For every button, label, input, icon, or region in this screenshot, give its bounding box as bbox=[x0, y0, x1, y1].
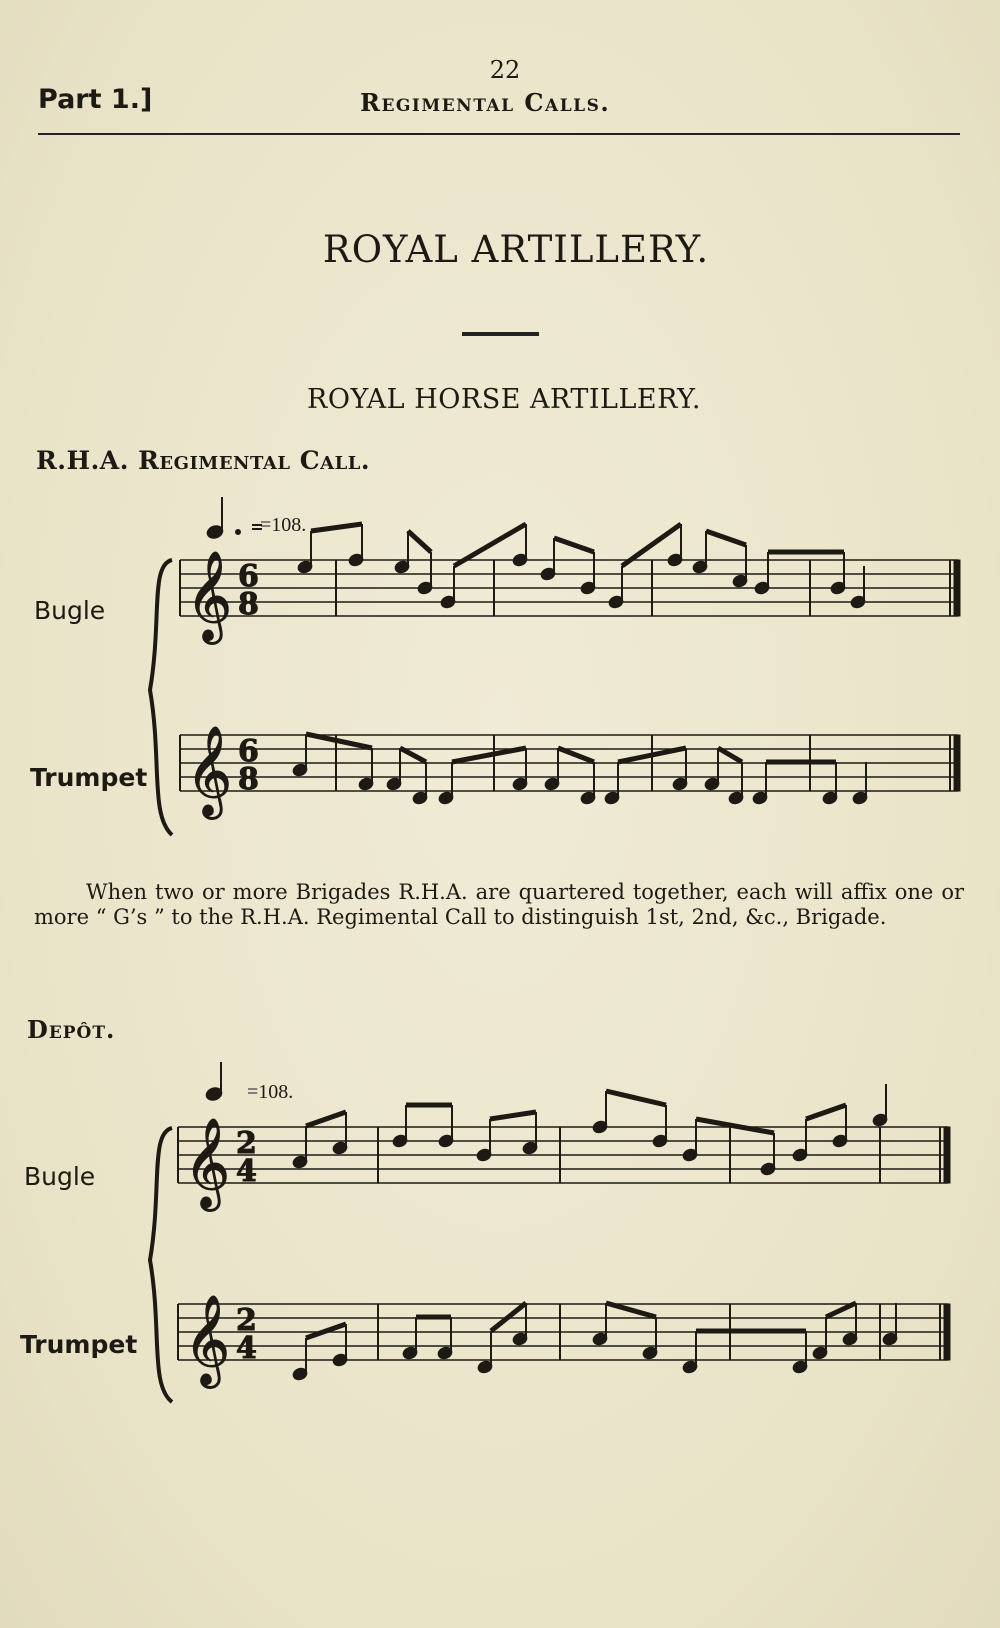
rha-brace bbox=[150, 560, 172, 835]
rha-tempo-value: =108. bbox=[260, 514, 307, 536]
treble-clef-icon: 𝄞 bbox=[186, 551, 233, 641]
tempo-note-icon bbox=[205, 497, 262, 540]
rha-trumpet-label: Trumpet bbox=[30, 763, 148, 792]
time-signature: 6 bbox=[238, 559, 259, 594]
time-signature: 8 bbox=[238, 762, 259, 797]
beam bbox=[400, 748, 426, 762]
depot-bugle-staff bbox=[178, 1084, 950, 1212]
beam bbox=[706, 531, 746, 545]
depot-heading: Depôt. bbox=[27, 1015, 116, 1044]
treble-clef-icon: 𝄞 bbox=[184, 1295, 231, 1385]
depot-trumpet-label: Trumpet bbox=[20, 1330, 138, 1359]
depot-brace bbox=[150, 1128, 172, 1402]
depot-tempo-value: =108. bbox=[247, 1081, 294, 1103]
depot-bugle-label: Bugle bbox=[24, 1162, 96, 1191]
beam bbox=[606, 1091, 666, 1105]
treble-clef-icon: 𝄞 bbox=[186, 726, 233, 816]
section-subtitle: ROYAL HORSE ARTILLERY. bbox=[306, 384, 702, 415]
beam bbox=[806, 1105, 846, 1119]
beam bbox=[606, 1303, 656, 1317]
rha-bugle-staff bbox=[180, 524, 960, 645]
beam bbox=[696, 1119, 774, 1133]
page-title: ROYAL ARTILLERY. bbox=[322, 228, 710, 271]
running-head: Regimental Calls. bbox=[360, 88, 611, 117]
depot-trumpet-staff bbox=[178, 1295, 950, 1389]
beam bbox=[490, 1112, 536, 1119]
page-number: 22 bbox=[489, 56, 521, 84]
beam bbox=[554, 538, 594, 552]
rha-bugle-label: Bugle bbox=[34, 596, 106, 625]
beam bbox=[408, 531, 431, 552]
beam bbox=[491, 1303, 526, 1331]
beam bbox=[311, 524, 362, 531]
time-signature: 4 bbox=[236, 1154, 257, 1189]
brigade-note: When two or more Brigades R.H.A. are quartered together, each will affix one or more “ G’s ” to the R.H.A. Regimental Call to distinguish 1st, 2nd, &c., Brigade. bbox=[34, 880, 964, 929]
beam bbox=[826, 1303, 856, 1317]
treble-clef-icon: 𝄞 bbox=[184, 1118, 231, 1208]
time-signature: 4 bbox=[236, 1331, 257, 1366]
beam bbox=[718, 748, 742, 762]
time-signature: 8 bbox=[238, 587, 259, 622]
beam bbox=[558, 748, 594, 762]
time-signature: 2 bbox=[236, 1303, 257, 1338]
beam bbox=[306, 734, 372, 748]
rha-call-heading: R.H.A. Regimental Call. bbox=[36, 446, 371, 475]
rha-trumpet-staff bbox=[180, 726, 960, 820]
beam bbox=[306, 1112, 346, 1126]
beam bbox=[306, 1324, 346, 1338]
time-signature: 6 bbox=[238, 734, 259, 769]
part-label: Part 1.] bbox=[38, 84, 153, 115]
time-signature: 2 bbox=[236, 1126, 257, 1161]
tempo-note-icon bbox=[204, 1062, 223, 1102]
beam bbox=[452, 748, 526, 762]
